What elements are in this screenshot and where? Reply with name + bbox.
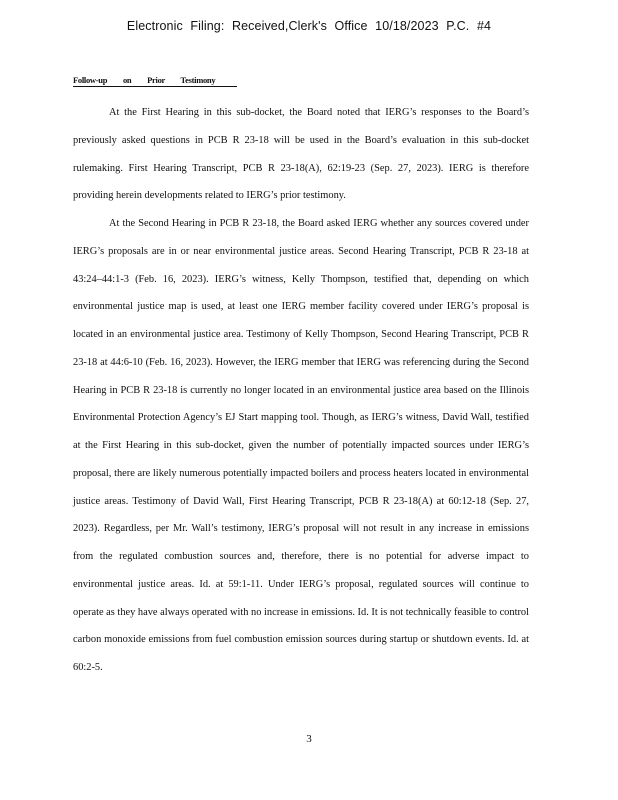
paragraph-1: At the First Hearing in this sub-docket, the Board noted that IERG’s responses to the Board’s previously asked questions in PCB R 23-18 will be used in the Board’s evaluation in this sub-docket rulemaking. First Hearing Transcript, PCB R 23-18(A), 62:19-23 (Sep. 27, 2023). IERG is therefore providing herein developments related to IERG’s prior testimony. [73, 107, 529, 202]
document-body [73, 99, 529, 682]
paragraph-2: At the Second Hearing in PCB R 23-18, the Board asked IERG whether any sources covered under IERG’s proposals are in or near environmental justice areas. Second Hearing Transcript, PCB R 23-18 at 43:24–44:1-3 (Feb. 16, 2023). IERG’s witness, Kelly Thompson, testified that, depending on which environmental justice map is used, at least one IERG member facility covered under IERG’s proposal is located in an environmental justice area. Testimony of Kelly Thompson, Second Hearing Transcript, PCB R 23-18 at 44:6-10 (Feb. 16, 2023). However, the IERG member that IERG was referencing during the Second Hearing in PCB R 23-18 is currently no longer located in an environmental justice area based on the Illinois Environmental Protection Agency’s EJ Start mapping tool. Though, as IERG’s witness, David Wall, testified at the First Hearing in this sub-docket, given the number of potentially impacted sources under IERG’s proposal, there are likely numerous potentially impacted boilers and process heaters located in environmental justice areas. Testimony of David Wall, First Hearing Transcript, PCB R 23-18(A) at 60:12-18 (Sep. 27, 2023). Regardless, per Mr. Wall’s testimony, IERG’s proposal will not result in any increase in emissions from the regulated combustion sources and, therefore, there is no potential for adverse impact to environmental justice areas. Id. at 59:1-11. Under IERG’s proposal, regulated sources will continue to operate as they have always operated with no increase in emissions. Id. It is not technically feasible to control carbon monoxide emissions from fuel combustion emission sources during startup or shutdown events. Id. at 60:2-5. [73, 218, 529, 673]
page-number: 3 [306, 733, 312, 745]
section-heading: Follow-up on Prior Testimony [73, 75, 237, 87]
filing-header: Electronic Filing: Received,Clerk's Office 10/18/2023 P.C. #4 [126, 19, 492, 33]
